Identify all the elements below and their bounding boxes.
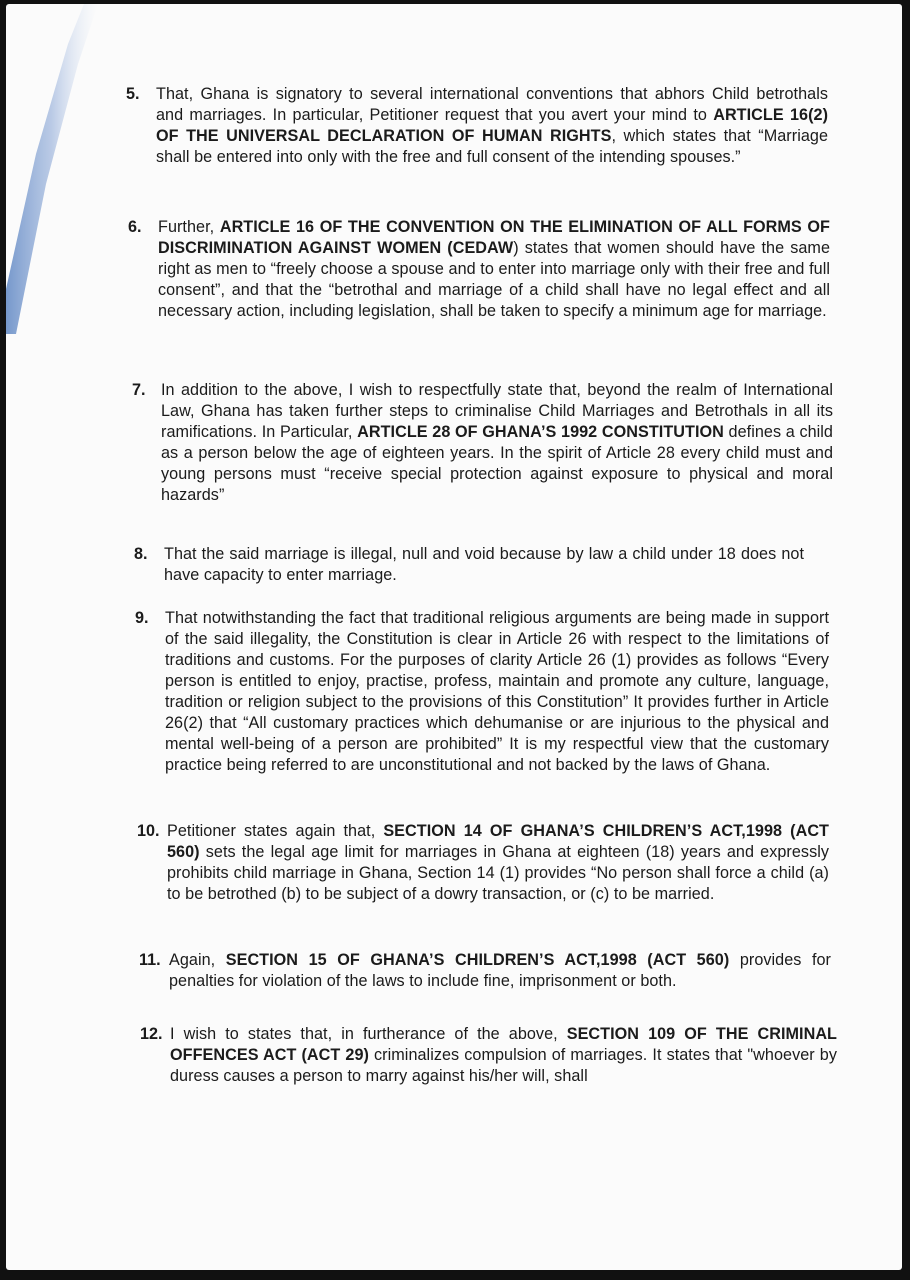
legal-citation: SECTION 109 OF THE CRIMINAL OFFENCES ACT (ACT 29) <box>170 1025 837 1064</box>
paragraph-8 <box>164 544 804 586</box>
paragraph-11 <box>169 950 831 992</box>
paragraph-10 <box>167 821 829 905</box>
paragraph-6 <box>158 217 830 322</box>
paragraph-text: defines a child as a person below the age of eighteen years. In the spirit of Article 28 every child must and young persons must “receive special protection against exposure to physical and moral hazards” <box>161 423 833 504</box>
paragraph-number: 5. <box>126 85 140 103</box>
paragraph-number: 6. <box>128 218 142 236</box>
paragraph-number: 12. <box>140 1025 163 1043</box>
paragraph-number: 11. <box>139 951 161 969</box>
paragraph-9 <box>165 608 829 776</box>
paragraph-text: criminalizes compulsion of marriages. It states that "whoever by duress causes a person to marry against his/her will, shall <box>170 1046 837 1085</box>
document-page <box>6 4 902 1270</box>
paragraph-text: That, Ghana is signatory to several international conventions that abhors Child betrothals and marriages. In particular, Petitioner request that you avert your mind to <box>156 85 828 124</box>
scan-edge-highlight <box>6 4 136 334</box>
paragraph-text: That the said marriage is illegal, null and void because by law a child under 18 does not have capacity to enter marriage. <box>164 545 804 584</box>
paragraph-text: Again, <box>169 951 226 969</box>
paragraph-text: I wish to states that, in furtherance of the above, <box>170 1025 567 1043</box>
legal-citation: ARTICLE 16(2) OF THE UNIVERSAL DECLARATION OF HUMAN RIGHTS <box>156 106 829 145</box>
paragraph-text: sets the legal age limit for marriages in Ghana at eighteen (18) years and expressly prohibits child marriage in Ghana, Section 14 (1) provides “No person shall force a child (a) to be betrothed (b) to be subject of a dowry transaction, or (c) to be married. <box>167 843 829 903</box>
paragraph-text: In addition to the above, I wish to respectfully state that, beyond the realm of International Law, Ghana has taken further steps to criminalise Child Marriages and Betrothals in all its ramifications. In Particular, <box>161 381 833 441</box>
paragraph-text: provides for penalties for violation of the laws to include fine, imprisonment or both. <box>169 951 831 990</box>
paragraph-text: That notwithstanding the fact that traditional religious arguments are being made in support of the said illegality, the Constitution is clear in Article 26 with respect to the limitations of traditions and customs. For the purposes of clarity Article 26 (1) provides as follows “Every person is entitled to enjoy, practise, profess, maintain and promote any culture, language, tradition or religion subject to the provisions of this Constitution” It provides further in Article 26(2) that “All customary practices which dehumanise or are injurious to the physical and mental well-being of a person are prohibited” It is my respectful view that the customary practice being referred to are unconstitutional and not backed by the laws of Ghana. <box>165 609 829 774</box>
paragraph-12 <box>170 1024 837 1087</box>
legal-citation: SECTION 14 OF GHANA’S CHILDREN’S ACT,1998 (ACT 560) <box>167 822 829 861</box>
paragraph-text: Petitioner states again that, <box>167 822 384 840</box>
legal-citation: SECTION 15 OF GHANA’S CHILDREN’S ACT,1998 (ACT 560) <box>225 951 730 969</box>
paragraph-5 <box>156 84 828 168</box>
paragraph-number: 8. <box>134 545 148 563</box>
legal-citation: ARTICLE 16 OF THE CONVENTION ON THE ELIMINATION OF ALL FORMS OF DISCRIMINATION AGAINST WOMEN (CEDAW <box>158 218 830 257</box>
legal-citation: ARTICLE 28 OF GHANA’S 1992 CONSTITUTION <box>357 423 724 441</box>
paragraph-number: 10. <box>137 822 160 840</box>
paragraph-7 <box>161 380 833 506</box>
paragraph-number: 9. <box>135 609 149 627</box>
paragraph-number: 7. <box>132 381 146 399</box>
paragraph-text: , which states that “Marriage shall be entered into only with the free and full consent of the intending spouses.” <box>156 127 828 166</box>
paragraph-text: ) states that women should have the same right as men to “freely choose a spouse and to enter into marriage only with their free and full consent”, and that the “betrothal and marriage of a child shall have no legal effect and all necessary action, including legislation, shall be taken to specify a minimum age for marriage. <box>158 239 830 320</box>
paragraph-text: Further, <box>158 218 220 236</box>
